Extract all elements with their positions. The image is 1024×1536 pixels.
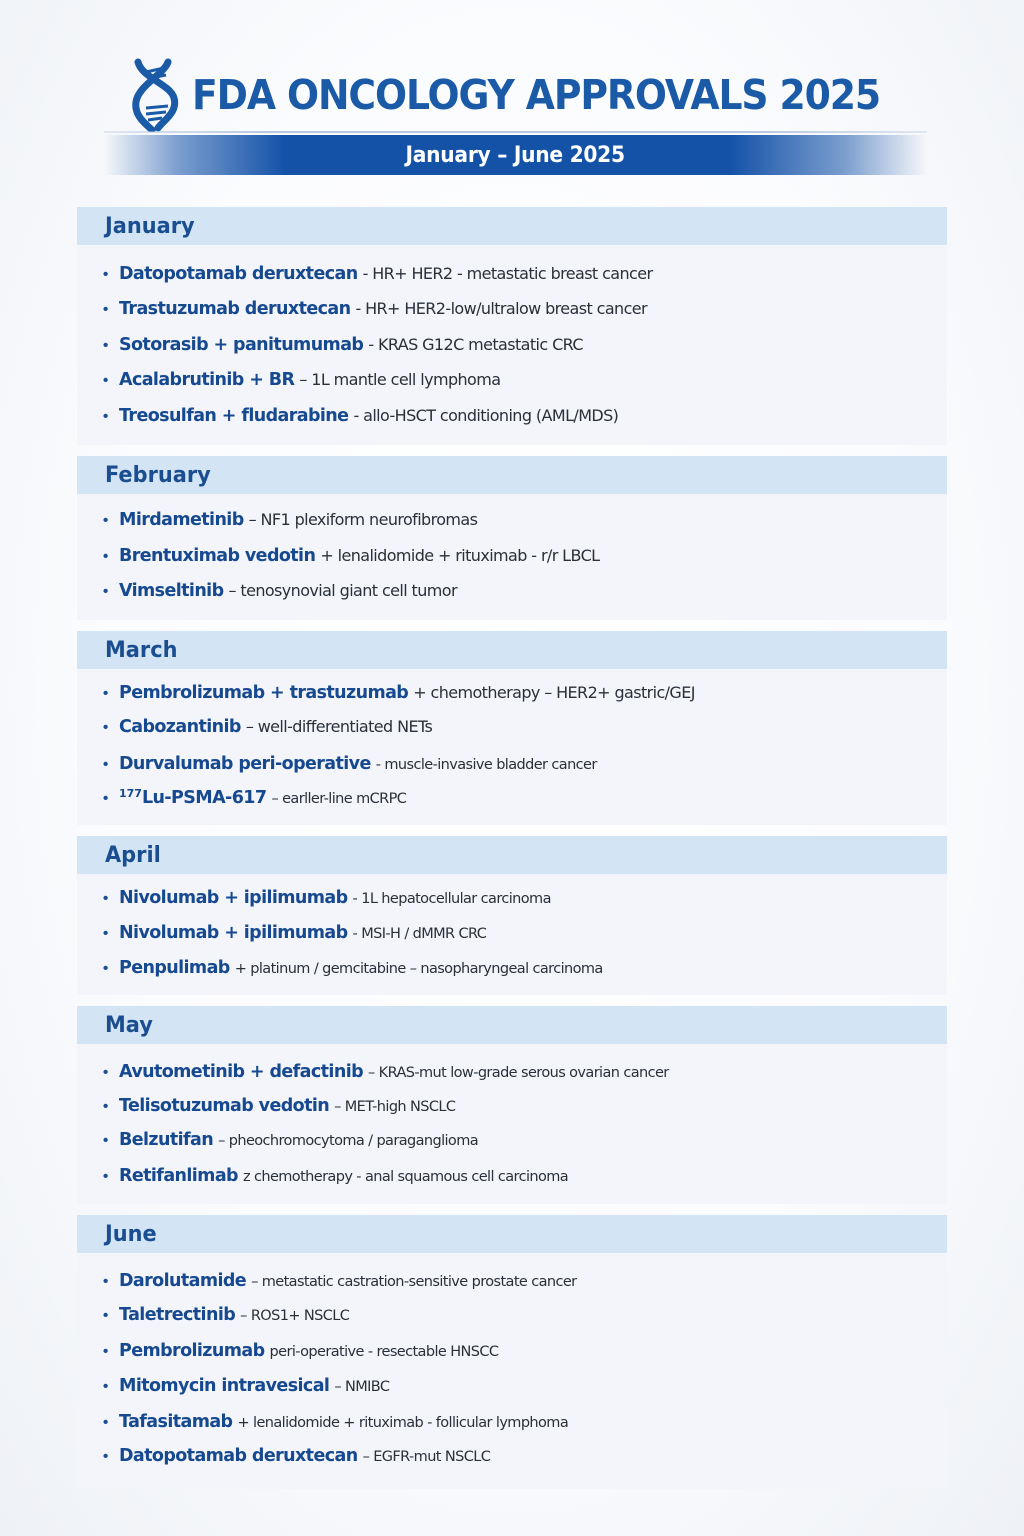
month-section-june [77, 1215, 947, 1489]
indication: – KRAS-mut low-grade serous ovarian cancer [368, 1065, 669, 1081]
list-item [103, 1166, 568, 1186]
drug-name: Datopotamab deruxtecan [119, 1446, 358, 1466]
indication: - MSI-H / dMMR CRC [352, 926, 487, 942]
month-header [77, 836, 947, 874]
list-item [103, 546, 599, 566]
list-item [103, 1341, 498, 1361]
drug-name: Datopotamab deruxtecan [119, 264, 358, 284]
list-item [103, 335, 583, 355]
indication: – NF1 plexiform neurofibromas [248, 510, 478, 529]
month-section-april [77, 836, 947, 995]
bullet: • [103, 1448, 109, 1465]
bullet: • [103, 512, 109, 529]
drug-name: Acalabrutinib + BR [119, 370, 295, 390]
indication: z chemotherapy - anal squamous cell carcinoma [242, 1169, 569, 1185]
bullet: • [103, 960, 109, 977]
drug-name: Brentuximab vedotin [119, 546, 316, 566]
list-item [103, 264, 652, 284]
month-title: May [105, 1012, 153, 1038]
drug-name: Cabozantinib [119, 717, 241, 737]
month-section-march [77, 631, 947, 825]
month-header [77, 456, 947, 494]
indication: – pheochromocytoma / paraganglioma [218, 1133, 479, 1149]
bullet: • [103, 548, 109, 565]
indication: - HR+ HER2-low/ultralow breast cancer [355, 299, 648, 318]
page-title: FDA ONCOLOGY APPROVALS 2025 [192, 71, 881, 119]
drug-name: Pembrolizumab + trastuzumab [119, 683, 409, 703]
indication: – ROS1+ NSCLC [240, 1308, 350, 1324]
drug-name: Pembrolizumab [119, 1341, 265, 1361]
list-item [103, 1412, 568, 1432]
month-section-may [77, 1006, 947, 1204]
bullet: • [103, 337, 109, 354]
indication: – EGFR-mut NSCLC [362, 1449, 491, 1465]
month-title: March [105, 637, 178, 663]
drug-name: Nivolumab + ipilimumab [119, 888, 348, 908]
indication: - muscle-invasive bladder cancer [375, 757, 597, 773]
bullet: • [103, 925, 109, 942]
list-item [103, 787, 406, 808]
bullet: • [103, 1273, 109, 1290]
date-range-banner [104, 135, 927, 175]
drug-name: Nivolumab + ipilimumab [119, 923, 348, 943]
page-header [0, 0, 1024, 190]
isotope-superscript: 177 [119, 787, 142, 800]
bullet: • [103, 1132, 109, 1149]
bullet: • [103, 1168, 109, 1185]
month-header [77, 1215, 947, 1253]
bullet: • [103, 719, 109, 736]
month-header [77, 207, 947, 245]
drug-name: Retifanlimab [119, 1166, 238, 1186]
indication: – 1L mantle cell lymphoma [299, 370, 501, 389]
bullet: • [103, 301, 109, 318]
title-row [124, 58, 940, 132]
indication: – metastatic castration-sensitive prostate cancer [251, 1274, 577, 1290]
month-section-february [77, 456, 947, 620]
indication: – tenosynovial giant cell tumor [228, 581, 457, 600]
drug-name: Telisotuzumab vedotin [119, 1096, 330, 1116]
list-item [103, 1062, 669, 1082]
drug-name: Taletrectinib [119, 1305, 236, 1325]
drug-name: Sotorasib + panitumumab [119, 335, 364, 355]
indication: - KRAS G12C metastatic CRC [368, 335, 583, 354]
bullet: • [103, 408, 109, 425]
indication: + chemotherapy – HER2+ gastric/GEJ [413, 683, 695, 702]
month-title: February [105, 462, 211, 488]
list-item [103, 581, 457, 601]
indication: peri-operative - resectable HNSCC [269, 1344, 499, 1360]
month-title: April [105, 842, 161, 868]
title-divider [104, 131, 927, 133]
drug-name: Vimseltinib [119, 581, 224, 601]
list-item [103, 923, 486, 943]
list-item [103, 958, 603, 978]
drug-name: Mirdametinib [119, 510, 244, 530]
indication: – earller-line mCRPC [271, 791, 407, 807]
list-item [103, 754, 597, 774]
list-item [103, 1130, 478, 1150]
bullet: • [103, 890, 109, 907]
bullet: • [103, 372, 109, 389]
indication: + lenalidomide + rituximab - r/r LBCL [320, 546, 600, 565]
month-section-january [77, 207, 947, 445]
bullet: • [103, 1307, 109, 1324]
drug-name: Belzutifan [119, 1130, 214, 1150]
indication: - allo-HSCT conditioning (AML/MDS) [353, 406, 619, 425]
drug-name: Avutometinib + defactinib [119, 1062, 364, 1082]
drug-name: Tafasitamab [119, 1412, 233, 1432]
drug-name: Penpulimab [119, 958, 230, 978]
list-item [103, 406, 618, 426]
bullet: • [103, 266, 109, 283]
drug-name: Darolutamide [119, 1271, 247, 1291]
list-item [103, 1376, 389, 1396]
list-item [103, 888, 551, 908]
bullet: • [103, 1064, 109, 1081]
list-item [103, 1271, 577, 1291]
date-range-label: January – June 2025 [405, 142, 626, 168]
list-item [103, 1096, 455, 1116]
dna-helix-icon [124, 58, 186, 132]
month-title: June [105, 1221, 157, 1247]
bullet: • [103, 756, 109, 773]
drug-name: Mitomycin intravesical [119, 1376, 330, 1396]
list-item [103, 370, 500, 390]
drug-name: Trastuzumab deruxtecan [119, 299, 351, 319]
indication: + platinum / gemcitabine – nasopharyngeal carcinoma [234, 961, 603, 977]
month-header [77, 1006, 947, 1044]
list-item [103, 1305, 349, 1325]
list-item [103, 299, 647, 319]
bullet: • [103, 583, 109, 600]
list-item [103, 510, 477, 530]
bullet: • [103, 1098, 109, 1115]
bullet: • [103, 1343, 109, 1360]
indication: - 1L hepatocellular carcinoma [352, 891, 551, 907]
list-item [103, 1446, 490, 1466]
indication: – well-differentiated NETs [245, 717, 433, 736]
drug-name: $^{177}$Lu-PSMA-617 [119, 787, 267, 808]
drug-name: Treosulfan + fludarabine [119, 406, 349, 426]
bullet: • [103, 1414, 109, 1431]
indication: – NMIBC [334, 1379, 390, 1395]
list-item [103, 683, 695, 703]
month-title: January [105, 213, 195, 239]
indication: – MET-high NSCLC [334, 1099, 456, 1115]
indication: - HR+ HER2 - metastatic breast cancer [362, 264, 653, 283]
month-header [77, 631, 947, 669]
bullet: • [103, 1378, 109, 1395]
indication: + lenalidomide + rituximab - follicular lymphoma [237, 1415, 569, 1431]
list-item [103, 717, 432, 737]
bullet: • [103, 685, 109, 702]
bullet: • [103, 790, 109, 807]
drug-name: Durvalumab peri-operative [119, 754, 371, 774]
